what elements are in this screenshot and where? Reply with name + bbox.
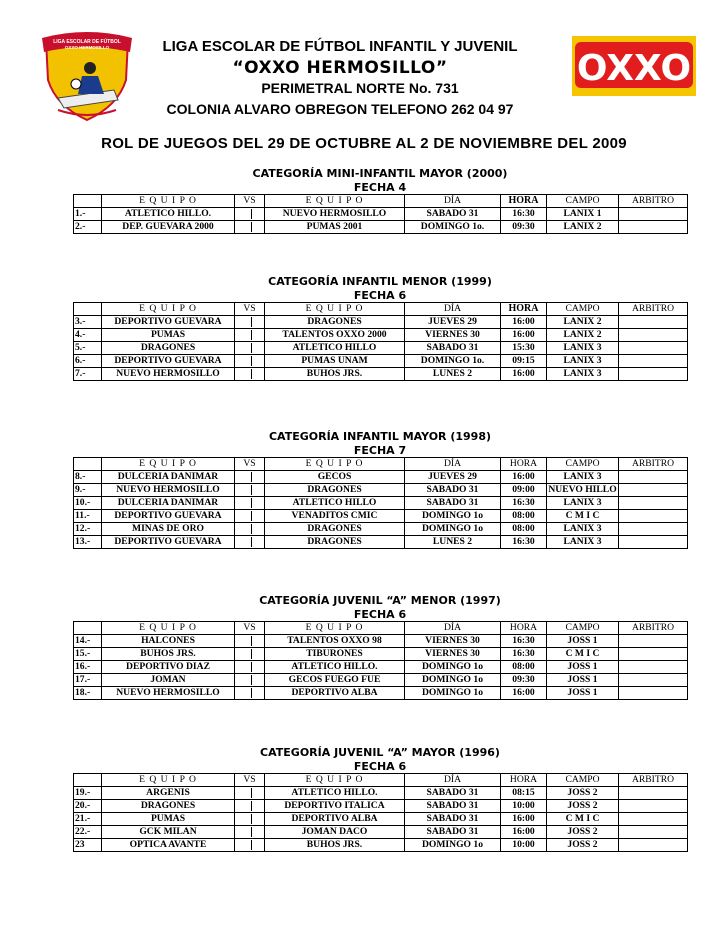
header-field: CAMPO bbox=[547, 774, 619, 787]
header-time: HORA bbox=[501, 622, 547, 635]
home-team: NUEVO HERMOSILLO bbox=[102, 368, 235, 381]
vs-cell bbox=[235, 355, 265, 368]
header-home-team: E Q U I P O bbox=[102, 458, 235, 471]
league-name: “OXXO HERMOSILLO” bbox=[232, 58, 448, 78]
match-time: 16:30 bbox=[501, 208, 547, 221]
fecha-label: FECHA 6 bbox=[353, 760, 407, 773]
away-team: ATLETICO HILLO. bbox=[265, 661, 405, 674]
table-row bbox=[74, 329, 688, 342]
away-team: DRAGONES bbox=[265, 316, 405, 329]
match-time: 16:00 bbox=[501, 826, 547, 839]
schedule-title: ROL DE JUEGOS DEL 29 DE OCTUBRE AL 2 DE NOVIEMBRE DEL 2009 bbox=[101, 135, 627, 152]
match-time: 16:00 bbox=[501, 687, 547, 700]
header-vs: VS bbox=[235, 303, 265, 316]
table-row bbox=[74, 523, 688, 536]
header-vs: VS bbox=[235, 458, 265, 471]
home-team: ARGENIS bbox=[102, 787, 235, 800]
table-row bbox=[74, 484, 688, 497]
header-away-team: E Q U I P O bbox=[265, 622, 405, 635]
table-row bbox=[74, 536, 688, 549]
match-day: JUEVES 29 bbox=[405, 471, 501, 484]
match-referee bbox=[619, 484, 688, 497]
home-team: DRAGONES bbox=[102, 800, 235, 813]
header-time: HORA bbox=[501, 458, 547, 471]
header-num bbox=[74, 458, 102, 471]
match-number: 2.- bbox=[74, 221, 102, 234]
vs-cell bbox=[235, 471, 265, 484]
vs-cell bbox=[235, 523, 265, 536]
vs-cell bbox=[235, 536, 265, 549]
category-title: CATEGORÍA INFANTIL MENOR (1999) bbox=[268, 275, 492, 288]
match-number: 6.- bbox=[74, 355, 102, 368]
away-team: ATLETICO HILLO bbox=[265, 342, 405, 355]
vs-cell bbox=[235, 316, 265, 329]
match-time: 16:30 bbox=[501, 648, 547, 661]
match-field: C M I C bbox=[547, 648, 619, 661]
vs-cell bbox=[235, 813, 265, 826]
header-referee: ARBITRO bbox=[619, 458, 688, 471]
match-day: VIERNES 30 bbox=[405, 648, 501, 661]
match-day: SABADO 31 bbox=[405, 813, 501, 826]
fecha-label: FECHA 6 bbox=[353, 608, 407, 621]
match-referee bbox=[619, 355, 688, 368]
match-day: DOMINGO 1o bbox=[405, 661, 501, 674]
vs-cell bbox=[235, 648, 265, 661]
match-number: 1.- bbox=[74, 208, 102, 221]
category-title: CATEGORÍA MINI-INFANTIL MAYOR (2000) bbox=[252, 167, 508, 180]
table-row bbox=[74, 471, 688, 484]
match-referee bbox=[619, 471, 688, 484]
schedule-table bbox=[73, 194, 688, 234]
match-number: 16.- bbox=[74, 661, 102, 674]
home-team: JOMAN bbox=[102, 674, 235, 687]
table-row bbox=[74, 787, 688, 800]
schedule-table bbox=[73, 773, 688, 852]
header-day: DÍA bbox=[405, 458, 501, 471]
header-home-team: E Q U I P O bbox=[102, 303, 235, 316]
home-team: OPTICA AVANTE bbox=[102, 839, 235, 852]
match-field: LANIX 3 bbox=[547, 355, 619, 368]
match-field: JOSS 2 bbox=[547, 800, 619, 813]
match-day: SABADO 31 bbox=[405, 208, 501, 221]
match-field: LANIX 3 bbox=[547, 523, 619, 536]
match-field: LANIX 2 bbox=[547, 316, 619, 329]
match-referee bbox=[619, 800, 688, 813]
table-row bbox=[74, 342, 688, 355]
match-number: 15.- bbox=[74, 648, 102, 661]
header-referee: ARBITRO bbox=[619, 774, 688, 787]
table-header-row bbox=[74, 774, 688, 787]
match-time: 09:00 bbox=[501, 484, 547, 497]
vs-cell bbox=[235, 800, 265, 813]
home-team: PUMAS bbox=[102, 329, 235, 342]
home-team: NUEVO HERMOSILLO bbox=[102, 484, 235, 497]
home-team: BUHOS JRS. bbox=[102, 648, 235, 661]
table-row bbox=[74, 826, 688, 839]
table-header-row bbox=[74, 622, 688, 635]
match-day: VIERNES 30 bbox=[405, 635, 501, 648]
away-team: BUHOS JRS. bbox=[265, 839, 405, 852]
match-referee bbox=[619, 523, 688, 536]
table-row bbox=[74, 648, 688, 661]
section-juvenil-a-mayor bbox=[75, 746, 694, 852]
home-team: GCK MILAN bbox=[102, 826, 235, 839]
match-number: 3.- bbox=[74, 316, 102, 329]
home-team: DEPORTIVO GUEVARA bbox=[102, 355, 235, 368]
match-time: 16:30 bbox=[501, 497, 547, 510]
match-referee bbox=[619, 813, 688, 826]
match-field: LANIX 3 bbox=[547, 471, 619, 484]
match-number: 5.- bbox=[74, 342, 102, 355]
address-line-1: PERIMETRAL NORTE No. 731 bbox=[261, 80, 459, 96]
match-day: LUNES 2 bbox=[405, 536, 501, 549]
header-field: CAMPO bbox=[547, 195, 619, 208]
schedule-table bbox=[73, 621, 688, 700]
match-referee bbox=[619, 826, 688, 839]
match-number: 7.- bbox=[74, 368, 102, 381]
section-mini-infantil-mayor bbox=[75, 167, 694, 234]
away-team: ATLETICO HILLO bbox=[265, 497, 405, 510]
match-day: DOMINGO 1o bbox=[405, 687, 501, 700]
away-team: TIBURONES bbox=[265, 648, 405, 661]
home-team: DEPORTIVO GUEVARA bbox=[102, 536, 235, 549]
match-field: JOSS 2 bbox=[547, 839, 619, 852]
league-title: LIGA ESCOLAR DE FÚTBOL INFANTIL Y JUVENIL bbox=[162, 38, 518, 55]
match-referee bbox=[619, 329, 688, 342]
match-time: 08:00 bbox=[501, 661, 547, 674]
section-infantil-mayor bbox=[75, 430, 694, 549]
match-field: LANIX 3 bbox=[547, 497, 619, 510]
match-time: 09:30 bbox=[501, 221, 547, 234]
match-day: DOMINGO 1o. bbox=[405, 221, 501, 234]
section-juvenil-a-menor bbox=[75, 594, 694, 700]
match-referee bbox=[619, 536, 688, 549]
table-row bbox=[74, 674, 688, 687]
match-field: LANIX 1 bbox=[547, 208, 619, 221]
header-day: DÍA bbox=[405, 622, 501, 635]
match-field: NUEVO HILLO bbox=[548, 484, 617, 495]
header-num bbox=[74, 303, 102, 316]
header-field: CAMPO bbox=[547, 622, 619, 635]
header-time: HORA bbox=[501, 195, 547, 208]
match-field: LANIX 3 bbox=[547, 368, 619, 381]
match-referee bbox=[619, 839, 688, 852]
match-day: JUEVES 29 bbox=[405, 316, 501, 329]
fecha-label: FECHA 7 bbox=[353, 444, 407, 457]
vs-cell bbox=[235, 484, 265, 497]
vs-cell bbox=[235, 329, 265, 342]
match-referee bbox=[619, 687, 688, 700]
category-title: CATEGORÍA JUVENIL “A” MENOR (1997) bbox=[259, 594, 501, 607]
match-time: 15:30 bbox=[501, 342, 547, 355]
away-team: TALENTOS OXXO 2000 bbox=[265, 329, 405, 342]
away-team: PUMAS UNAM bbox=[265, 355, 405, 368]
match-time: 16:30 bbox=[501, 536, 547, 549]
away-team: DRAGONES bbox=[265, 536, 405, 549]
table-row bbox=[74, 316, 688, 329]
home-team: MINAS DE ORO bbox=[102, 523, 235, 536]
table-header-row bbox=[74, 195, 688, 208]
home-team: HALCONES bbox=[102, 635, 235, 648]
vs-cell bbox=[235, 674, 265, 687]
table-row bbox=[74, 510, 688, 523]
table-row bbox=[74, 208, 688, 221]
match-time: 08:00 bbox=[501, 510, 547, 523]
vs-cell bbox=[235, 368, 265, 381]
match-referee bbox=[619, 510, 688, 523]
header-num bbox=[74, 195, 102, 208]
match-field: C M I C bbox=[547, 813, 619, 826]
header-referee: ARBITRO bbox=[619, 303, 688, 316]
away-team: DRAGONES bbox=[265, 484, 405, 497]
match-day: LUNES 2 bbox=[405, 368, 501, 381]
away-team: JOMAN DACO bbox=[265, 826, 405, 839]
away-team: DEPORTIVO ITALICA bbox=[265, 800, 405, 813]
match-referee bbox=[619, 635, 688, 648]
fecha-label: FECHA 6 bbox=[353, 289, 407, 302]
match-day: SABADO 31 bbox=[405, 342, 501, 355]
match-time: 16:00 bbox=[501, 813, 547, 826]
match-number: 14.- bbox=[74, 635, 102, 648]
home-team: DEPORTIVO DIAZ bbox=[102, 661, 235, 674]
match-number: 12.- bbox=[74, 523, 102, 536]
match-time: 16:30 bbox=[501, 635, 547, 648]
away-team: VENADITOS CMIC bbox=[265, 510, 405, 523]
match-time: 08:15 bbox=[501, 787, 547, 800]
match-time: 16:00 bbox=[501, 471, 547, 484]
match-time: 16:00 bbox=[501, 316, 547, 329]
match-day: DOMINGO 1o bbox=[405, 510, 501, 523]
home-team: DRAGONES bbox=[102, 342, 235, 355]
header-away-team: E Q U I P O bbox=[265, 774, 405, 787]
category-title: CATEGORÍA INFANTIL MAYOR (1998) bbox=[268, 430, 492, 443]
header-field: CAMPO bbox=[547, 458, 619, 471]
match-field: JOSS 2 bbox=[547, 826, 619, 839]
header-time: HORA bbox=[501, 303, 547, 316]
header-day: DÍA bbox=[405, 195, 501, 208]
table-row bbox=[74, 687, 688, 700]
match-number: 21.- bbox=[74, 813, 102, 826]
header-num bbox=[74, 622, 102, 635]
match-field: C M I C bbox=[547, 510, 619, 523]
home-team: DEP. GUEVARA 2000 bbox=[102, 221, 235, 234]
vs-cell bbox=[235, 787, 265, 800]
header-num bbox=[74, 774, 102, 787]
away-team: DEPORTIVO ALBA bbox=[265, 687, 405, 700]
vs-cell bbox=[235, 342, 265, 355]
table-row bbox=[74, 635, 688, 648]
match-day: SABADO 31 bbox=[405, 484, 501, 497]
home-team: DULCERIA DANIMAR bbox=[102, 497, 235, 510]
vs-cell bbox=[235, 497, 265, 510]
schedule-table bbox=[73, 302, 688, 381]
table-row bbox=[74, 813, 688, 826]
table-row bbox=[74, 368, 688, 381]
table-header-row bbox=[74, 458, 688, 471]
header-day: DÍA bbox=[405, 774, 501, 787]
away-team: PUMAS 2001 bbox=[265, 221, 405, 234]
home-team: DEPORTIVO GUEVARA bbox=[102, 316, 235, 329]
svg-text:OXXO: OXXO bbox=[576, 48, 692, 89]
header-time: HORA bbox=[501, 774, 547, 787]
section-infantil-menor bbox=[75, 275, 694, 381]
match-number: 9.- bbox=[74, 484, 102, 497]
table-header-row bbox=[74, 303, 688, 316]
match-referee bbox=[619, 368, 688, 381]
match-day: DOMINGO 1o bbox=[405, 674, 501, 687]
header-away-team: E Q U I P O bbox=[265, 458, 405, 471]
header-home-team: E Q U I P O bbox=[102, 622, 235, 635]
away-team: ATLETICO HILLO. bbox=[265, 787, 405, 800]
vs-cell bbox=[235, 839, 265, 852]
home-team: PUMAS bbox=[102, 813, 235, 826]
match-referee bbox=[619, 787, 688, 800]
match-day: VIERNES 30 bbox=[405, 329, 501, 342]
home-team: NUEVO HERMOSILLO bbox=[102, 687, 235, 700]
match-day: DOMINGO 1o. bbox=[405, 355, 501, 368]
match-number: 10.- bbox=[74, 497, 102, 510]
match-field: LANIX 3 bbox=[547, 536, 619, 549]
header-away-team: E Q U I P O bbox=[265, 195, 405, 208]
match-referee bbox=[619, 221, 688, 234]
match-number: 18.- bbox=[74, 687, 102, 700]
match-number: 19.- bbox=[74, 787, 102, 800]
away-team: BUHOS JRS. bbox=[265, 368, 405, 381]
match-field: JOSS 1 bbox=[547, 687, 619, 700]
match-time: 09:30 bbox=[501, 674, 547, 687]
table-row bbox=[74, 661, 688, 674]
home-team: ATLETICO HILLO. bbox=[102, 208, 235, 221]
match-number: 11.- bbox=[74, 510, 102, 523]
match-number: 20.- bbox=[74, 800, 102, 813]
match-referee bbox=[619, 342, 688, 355]
match-time: 10:00 bbox=[501, 839, 547, 852]
away-team: NUEVO HERMOSILLO bbox=[265, 208, 405, 221]
vs-cell bbox=[235, 661, 265, 674]
match-time: 09:15 bbox=[501, 355, 547, 368]
svg-text:LIGA ESCOLAR DE FÚTBOL: LIGA ESCOLAR DE FÚTBOL bbox=[53, 39, 121, 45]
header-referee: ARBITRO bbox=[619, 622, 688, 635]
fecha-label: FECHA 4 bbox=[353, 181, 407, 194]
match-number: 4.- bbox=[74, 329, 102, 342]
away-team: GECOS FUEGO FUE bbox=[265, 674, 405, 687]
match-number: 23 bbox=[74, 839, 102, 852]
match-field: LANIX 2 bbox=[547, 329, 619, 342]
match-day: DOMINGO 1o bbox=[405, 523, 501, 536]
match-referee bbox=[619, 674, 688, 687]
vs-cell bbox=[235, 510, 265, 523]
header-vs: VS bbox=[235, 774, 265, 787]
match-number: 22.- bbox=[74, 826, 102, 839]
match-field: LANIX 3 bbox=[547, 342, 619, 355]
match-day: SABADO 31 bbox=[405, 497, 501, 510]
match-referee bbox=[619, 661, 688, 674]
header-home-team: E Q U I P O bbox=[102, 774, 235, 787]
home-team: DULCERIA DANIMAR bbox=[102, 471, 235, 484]
match-number: 8.- bbox=[74, 471, 102, 484]
match-referee bbox=[619, 497, 688, 510]
table-row bbox=[74, 355, 688, 368]
match-day: SABADO 31 bbox=[405, 800, 501, 813]
header-field: CAMPO bbox=[547, 303, 619, 316]
header-referee: ARBITRO bbox=[619, 195, 688, 208]
address-line-2: COLONIA ALVARO OBREGON TELEFONO 262 04 97 bbox=[166, 101, 514, 117]
header-day: DÍA bbox=[405, 303, 501, 316]
match-time: 16:00 bbox=[501, 329, 547, 342]
header-vs: VS bbox=[235, 622, 265, 635]
match-field: LANIX 2 bbox=[547, 221, 619, 234]
match-number: 17.- bbox=[74, 674, 102, 687]
vs-cell bbox=[235, 208, 265, 221]
home-team: DEPORTIVO GUEVARA bbox=[102, 510, 235, 523]
table-row bbox=[74, 497, 688, 510]
table-row bbox=[74, 800, 688, 813]
match-referee bbox=[619, 316, 688, 329]
match-day: SABADO 31 bbox=[405, 787, 501, 800]
match-time: 08:00 bbox=[501, 523, 547, 536]
match-time: 10:00 bbox=[501, 800, 547, 813]
away-team: GECOS bbox=[265, 471, 405, 484]
away-team: DRAGONES bbox=[265, 523, 405, 536]
header-home-team: E Q U I P O bbox=[102, 195, 235, 208]
away-team: DEPORTIVO ALBA bbox=[265, 813, 405, 826]
match-field: JOSS 1 bbox=[547, 635, 619, 648]
vs-cell bbox=[235, 635, 265, 648]
header-vs: VS bbox=[235, 195, 265, 208]
match-time: 16:00 bbox=[501, 368, 547, 381]
schedule-table bbox=[73, 457, 688, 549]
match-field: JOSS 1 bbox=[547, 674, 619, 687]
table-row bbox=[74, 839, 688, 852]
match-number: 13.- bbox=[74, 536, 102, 549]
vs-cell bbox=[235, 221, 265, 234]
match-field: JOSS 2 bbox=[547, 787, 619, 800]
vs-cell bbox=[235, 826, 265, 839]
match-referee bbox=[619, 648, 688, 661]
header-away-team: E Q U I P O bbox=[265, 303, 405, 316]
match-referee bbox=[619, 208, 688, 221]
category-title: CATEGORÍA JUVENIL “A” MAYOR (1996) bbox=[260, 746, 500, 759]
vs-cell bbox=[235, 687, 265, 700]
svg-text:OXXO HERMOSILLO: OXXO HERMOSILLO bbox=[64, 45, 110, 50]
match-day: SABADO 31 bbox=[405, 826, 501, 839]
match-field: JOSS 1 bbox=[547, 661, 619, 674]
table-row bbox=[74, 221, 688, 234]
match-day: DOMINGO 1o bbox=[405, 839, 501, 852]
away-team: TALENTOS OXXO 98 bbox=[265, 635, 405, 648]
